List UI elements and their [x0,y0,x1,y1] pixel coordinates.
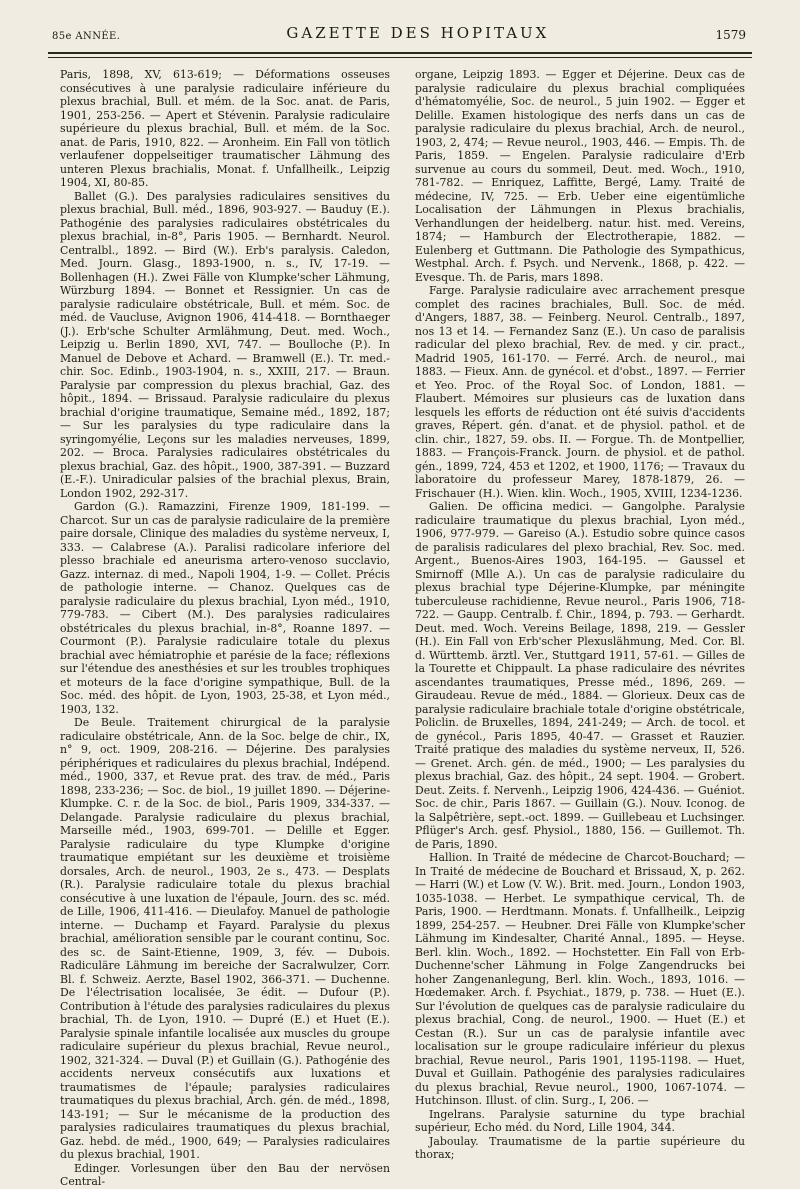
left-paragraph: De Beule. Traitement chirurgical de la paralysie radiculaire obstétricale, Ann. de la Soc. belge de chir., IX, n° 9, oct. 1909, 208-216. — Déjerine. Des paralysies périphériques et radiculaires du plexus brachial, Indépend. méd., 1900, 337, et Revue prat. des trav. de méd., Paris 1898, 233-236; — Soc. de biol., 19 juillet 1890. — Déjerine-Klumpke. C. r. de la Soc. de biol., Paris 1909, 334-337. — Delangade. Paralysie radiculaire du plexus brachial, Marseille méd., 1903, 699-701. — Delille et Egger. Paralysie radiculaire du type Klumpke d'origine traumatique empiétant sur les deuxième et troisième dorsales, Arch. de neurol., 1903, 2e s., 473. — Desplats (R.). Paralysie radiculaire totale du plexus brachial consécutive à une luxation de l'épaule, Journ. des sc. méd. de Lille, 1906, 411-416. — Dieulafoy. Manuel de pathologie interne. — Duchamp et Fayard. Paralysie du plexus brachial, amélioration sensible par le courant continu, Soc. des sc. de Saint-Etienne, 1909, 3, fév. — Dubois. Radiculäre Lähmung im bereiche der Sacralwulzer, Corr. Bl. f. Schweiz. Aerzte, Basel 1902, 366-371. — Duchenne. De l'électrisation localisée, 3e édit. — Dufour (P.). Contribution à l'étude des paralysies radiculaires du plexus brachial, Th. de Lyon, 1910. — Dupré (E.) et Huet (E.). Paralysie spinale infantile localisée aux muscles du groupe radiculaire supérieur du plexus brachial, Revue neurol., 1902, 321-324. — Duval (P.) et Guillain (G.). Pathogénie des accidents nerveux consécutifs aux luxations et traumatismes de l'épaule; paralysies radiculaires traumatiques du plexus brachial, Arch. gén. de méd., 1898, 143-191; — Sur le mécanisme de la production des paralysies radiculaires traumatiques du plexus brachial, Gaz. hebd. de méd., 1900, 649; — Paralysies radiculaires du plexus brachial, 1901. [60,716,390,1161]
left-paragraph: Gardon (G.). Ramazzini, Firenze 1909, 181-199. — Charcot. Sur un cas de paralysie radiculaire de la première paire dorsale, Clinique des maladies du système nerveux, I, 333. — Calabrese (A.). Paralisi radicolare inferiore del plesso brachiale ed aneurisma artero-venoso succlavio, Gazz. internaz. di med., Napoli 1904, 1-9. — Collet. Précis de pathologie interne. — Chanoz. Quelques cas de paralysie radiculaire du plexus brachial, Lyon méd., 1910, 779-783. — Cibert (M.). Des paralysies radiculaires obstétricales du plexus brachial, in-8°, Roanne 1897. — Courmont (P.). Paralysie radiculaire totale du plexus brachial avec hémiatrophie et parésie de la face; réflexions sur l'étendue des anesthésies et sur les troubles trophiques et moteurs de la face d'origine sympathique, Bull. de la Soc. méd. des hôpit. de Lyon, 1903, 25-38, et Lyon méd., 1903, 132. [60,500,390,716]
year-label: 85e ANNÉE. [52,31,121,42]
right-paragraph: Farge. Paralysie radiculaire avec arrachement presque complet des racines brachiales, Bull. Soc. de méd. d'Angers, 1887, 38. — Feinberg. Neurol. Centralb., 1897, nos 13 et 14. — Fernandez Sanz (E.). Un caso de paralisis radicular del plexo brachial, Rev. de med. y cir. pract., Madrid 1905, 161-170. — Ferré. Arch. de neurol., mai 1883. — Fieux. Ann. de gynécol. et d'obst., 1897. — Ferrier et Yeo. Proc. of the Royal Soc. of London, 1881. — Flaubert. Mémoires sur plusieurs cas de luxation dans lesquels les efforts de réduction ont été suivis d'accidents graves, Répert. gén. d'anat. et de physiol. pathol. et de clin. chir., 1827, 59. obs. II. — Forgue. Th. de Montpellier, 1883. — François-Franck. Journ. de physiol. et de pathol. gén., 1899, 724, 453 et 1202, et 1900, 1176; — Travaux du laboratoire du professeur Marey, 1878-1879, 26. — Frischauer (H.). Wien. klin. Woch., 1905, XVIII, 1234-1236. [415,284,745,500]
right-paragraph: Galien. De officina medici. — Gangolphe. Paralysie radiculaire traumatique du plexus brachial, Lyon méd., 1906, 977-979. — Gareiso (A.). Estudio sobre quince casos de paralisis radiculares del plexo brachial, Rev. Soc. med. Argent., Buenos-Aires 1903, 164-195. — Gaussel et Smirnoff (Mlle A.). Un cas de paralysie radiculaire du plexus brachial type Déjerine-Klumpke, par méningite tuberculeuse rachidienne, Revue neurol., Paris 1906, 718-722. — Gaupp. Centralb. f. Chir., 1894, p. 793. — Gerhardt. Deut. med. Woch. Vereins Beilage, 1898, 219. — Gessler (H.). Ein Fall von Erb'scher Plexuslähmung, Med. Cor. Bl. d. Württemb. ärztl. Ver., Stuttgard 1911, 57-61. — Gilles de la Tourette et Chippault. La phase radiculaire des névrites ascendantes traumatiques, Presse méd., 1896, 269. — Giraudeau. Revue de méd., 1884. — Glorieux. Deux cas de paralysie radiculaire brachiale totale d'origine obstétricale, Policlin. de Bruxelles, 1894, 241-249; — Arch. de tocol. et de gynécol., Paris 1895, 40-47. — Grasset et Rauzier. Traité pratique des maladies du système nerveux, II, 526. — Grenet. Arch. gén. de méd., 1900; — Les paralysies du plexus brachial, Gaz. des hôpit., 24 sept. 1904. — Grobert. Deut. Zeits. f. Nervenh., Leipzig 1906, 424-436. — Guéniot. Soc. de chir., Paris 1867. — Guillain (G.). Nouv. Iconog. de la Salpêtrière, sept.-oct. 1899. — Guillebeau et Luchsinger. Pflüger's Arch. gesf. Physiol., 1880, 156. — Guillemot. Th. de Paris, 1890. [415,500,745,851]
right-paragraph: Ingelrans. Paralysie saturnine du type brachial supérieur, Echo méd. du Nord, Lille 1904, 344. [415,1107,745,1134]
right-paragraph: organe, Leipzig 1893. — Egger et Déjerine. Deux cas de paralysie radiculaire du plexus brachial compliquées d'hématomyélie, Soc. de neurol., 5 juin 1902. — Egger et Delille. Examen histologique des nerfs dans un cas de paralysie radiculaire du plexus brachial, Arch. de neurol., 1903, 2, 474; — Revue neurol., 1903, 446. — Empis. Th. de Paris, 1859. — Engelen. Paralysie radiculaire d'Erb survenue au cours du sommeil, Deut. med. Woch., 1910, 781-782. — Enriquez, Laffitte, Bergé, Lamy. Traité de médecine, IV, 725. — Erb. Ueber eine eigentümliche Localisation der Lähmungen in Plexus brachialis, Verhandlungen der heidelberg. natur. hist. med. Vereins, 1874; — Hamburch der Electrotherapie, 1882. — Eulenberg et Guttmann. Die Pathologie des Sympathicus, Westphal. Arch. f. Psych. und Nervenk., 1868, p. 422. — Evesque. Th. de Paris, mars 1898. [415,68,745,284]
header-rule [48,52,752,54]
left-paragraph: Paris, 1898, XV, 613-619; — Déformations osseuses consécutives à une paralysie radiculaire inférieure du plexus brachial, Bull. et mém. de la Soc. anat. de Paris, 1901, 253-256. — Apert et Stévenin. Paralysie radiculaire supérieure du plexus brachial, Bull. et mém. de la Soc. anat. de Paris, 1910, 822. — Aronheim. Ein Fall von tötlich verlaufener doppelseitiger traumatischer Lähmung des unteren Plexus brachialis, Monat. f. Unfallheilk., Leipzig 1904, XI, 80-85. [60,68,390,189]
left-column [60,68,390,1188]
page-number: 1579 [715,28,746,42]
text-columns [60,68,745,1188]
right-column [415,68,745,1161]
left-paragraph: Edinger. Vorlesungen über den Bau der nervösen Central- [60,1161,390,1188]
right-paragraph: Hallion. In Traité de médecine de Charcot-Bouchard; — In Traité de médecine de Bouchard et Brissaud, X, p. 262. — Harri (W.) et Low (V. W.). Brit. med. Journ., London 1903, 1035-1038. — Herbet. Le sympathique cervical, Th. de Paris, 1900. — Herdtmann. Monats. f. Unfallheilk., Leipzig 1899, 254-257. — Heubner. Drei Fälle von Klumpke'scher Lähmung im Kindesalter, Charité Annal., 1895. — Heyse. Berl. klin. Woch., 1892. — Hochstetter. Ein Fall von Erb-Duchenne'scher Lähmung in Folge Zangendrucks bei hoher Zangenanlegung, Berl. klin. Woch., 1893, 1016. — Hœdemaker. Arch. f. Psychiat., 1879, p. 738. — Huet (E.). Sur l'évolution de quelques cas de paralysie radiculaire du plexus brachial, Cong. de neurol., 1900. — Huet (E.) et Cestan (R.). Sur un cas de paralysie infantile avec localisation sur le groupe radiculaire inférieur du plexus brachial, Revue neurol., Paris 1901, 1195-1198. — Huet, Duval et Guillain. Pathogénie des paralysies radiculaires du plexus brachial, Revue neurol., 1900, 1067-1074. — Hutchinson. Illust. of clin. Surg., I, 206. — [415,851,745,1107]
running-header [52,18,746,42]
journal-title: GAZETTE DES HOPITAUX [286,24,550,42]
header-rule-thin [48,57,752,58]
right-paragraph: Jaboulay. Traumatisme de la partie supérieure du thorax; [415,1134,745,1161]
left-paragraph: Ballet (G.). Des paralysies radiculaires sensitives du plexus brachial, Bull. méd., 1896, 903-927. — Bauduy (E.). Pathogénie des paralysies radiculaires obstétricales du plexus brachial, in-8°, Paris 1905. — Bernhardt. Neurol. Centralbl., 1892. — Bird (W.). Erb's paralysis. Caledon, Med. Journ. Glasg., 1893-1900, n. s., IV, 17-19. — Bollenhagen (H.). Zwei Fälle von Klumpke'scher Lähmung, Würzburg 1894. — Bonnet et Ressignier. Un cas de paralysie radiculaire obstétricale, Bull. et mém. Soc. de méd. de Vaucluse, Avignon 1906, 414-418. — Bornthaeger (J.). Erb'sche Schulter Armlähmung, Deut. med. Woch., Leipzig u. Berlin 1890, XVI, 747. — Boulloche (P.). In Manuel de Debove et Achard. — Bramwell (E.). Tr. med.-chir. Soc. Edinb., 1903-1904, n. s., XXIII, 217. — Braun. Paralysie par compression du plexus brachial, Gaz. des hôpit., 1894. — Brissaud. Paralysie radiculaire du plexus brachial d'origine traumatique, Semaine méd., 1892, 187; — Sur les paralysies du type radiculaire dans la syringomyélie, Leçons sur les maladies nerveuses, 1899, 202. — Broca. Paralysies radiculaires obstétricales du plexus brachial, Gaz. des hôpit., 1900, 387-391. — Buzzard (E.-F.). Uniradicular palsies of the brachial plexus, Brain, London 1902, 292-317. [60,189,390,500]
